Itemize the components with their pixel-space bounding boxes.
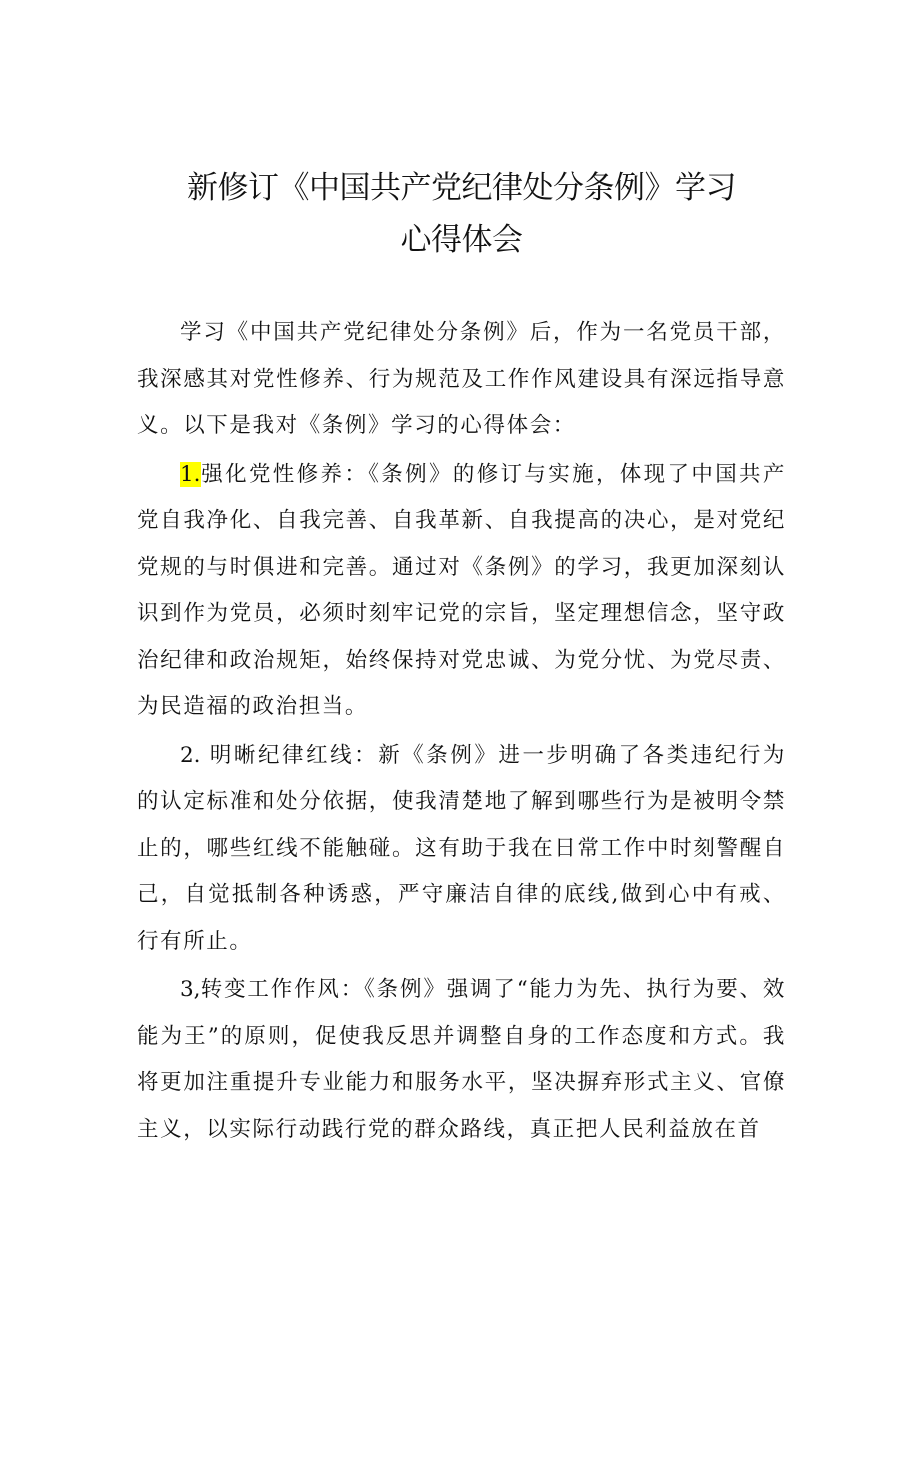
title-line-2: 心得体会 [400, 222, 523, 258]
section-2-paragraph [137, 733, 786, 966]
paragraph-text: 明晰纪律红线：新《条例》进一步明确了各类违纪行为的认定标准和处分依据，使我清楚地了解到哪些行为是被明令禁止的，哪些红线不能触碰。这有助于我在日常工作中时刻警醒自己，自觉抵制各种诱惑，严守廉洁自律的底线,做到心中有戒、行有所止。 [137, 742, 786, 954]
section-1-paragraph [137, 452, 786, 731]
title-line-1: 新修订《中国共产党纪律处分条例》学习 [187, 170, 736, 206]
section-3-number: 3, [180, 977, 201, 1002]
document-page [0, 162, 920, 1463]
paragraph-text: 学习《中国共产党纪律处分条例》后，作为一名党员干部，我深感其对党性修养、行为规范及工作作风建设具有深远指导意义。以下是我对《条例》学习的心得体会： [137, 320, 786, 438]
document-title [137, 162, 786, 266]
section-1-number-highlighted: 1. [180, 461, 201, 487]
intro-paragraph [137, 310, 786, 450]
section-3-paragraph [137, 967, 786, 1153]
section-2-number: 2. [180, 742, 201, 768]
paragraph-text: 强化党性修养：《条例》的修订与实施，体现了中国共产党自我净化、自我完善、自我革新、自我提高的决心，是对党纪党规的与时俱进和完善。通过对《条例》的学习，我更加深刻认识到作为党员，必须时刻牢记党的宗旨，坚定理想信念，坚守政治纪律和政治规矩，始终保持对党忠诚、为党分忧、为党尽责、为民造福的政治担当。 [137, 461, 786, 719]
document-body [137, 310, 786, 1153]
paragraph-text: 转变工作作风：《条例》强调了“能力为先、执行为要、效能为王”的原则，促使我反思并调整自身的工作态度和方式。我将更加注重提升专业能力和服务水平，坚决摒弃形式主义、官僚主义，以实际行动践行党的群众路线，真正把人民利益放在首 [137, 977, 786, 1142]
